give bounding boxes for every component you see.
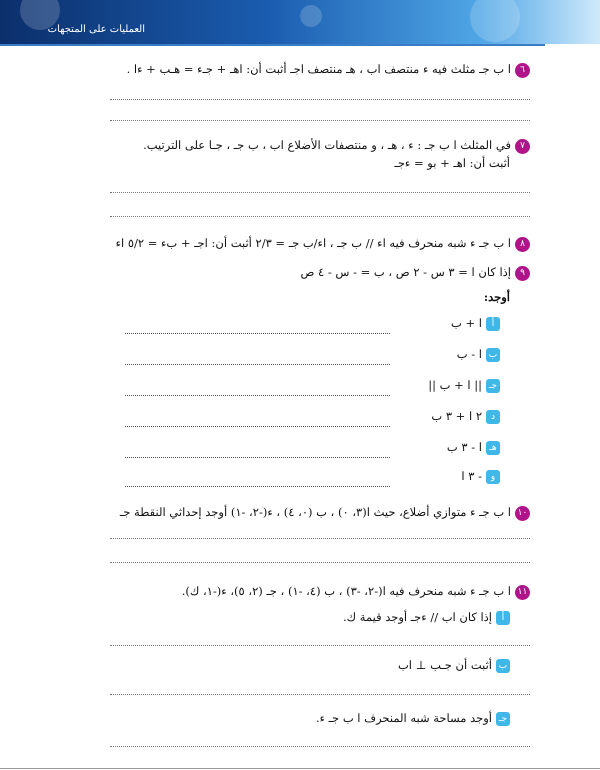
part-label: أ bbox=[486, 317, 500, 331]
part-expression: ٢ ا + ٣ ب bbox=[431, 409, 482, 423]
part-label: جـ bbox=[486, 379, 500, 393]
part-expression: - ٣ ا bbox=[461, 469, 482, 483]
question-9 bbox=[300, 265, 530, 281]
part-label: و bbox=[486, 470, 500, 484]
part-label: أ bbox=[496, 611, 510, 625]
header-rule bbox=[0, 44, 545, 46]
answer-line bbox=[110, 746, 530, 747]
answer-line bbox=[110, 216, 530, 217]
part-text: إذا كان اب // ءجـ أوجد قيمة ك. bbox=[343, 610, 492, 624]
question-number-badge: ٧ bbox=[515, 139, 530, 154]
page-bottom-rule bbox=[0, 768, 600, 769]
question-number-badge: ٩ bbox=[515, 266, 530, 281]
question-8 bbox=[116, 236, 530, 252]
answer-line bbox=[125, 395, 390, 396]
header-title: العمليات على المتجهات bbox=[47, 24, 145, 35]
question-text: ا ب جـ ء شبه منحرف فيه اء // ب جـ ، اء/ب جـ = ٢/٣ أثبت أن: اجـ + بء = ٥/٢ اء bbox=[115, 236, 511, 250]
question-text: إذا كان ا = ٣ س - ٢ ص ، ب = - س - ٤ ص bbox=[300, 265, 511, 279]
answer-line bbox=[110, 99, 530, 100]
answer-line bbox=[125, 426, 390, 427]
part-expression: ا + ب bbox=[451, 316, 482, 330]
decor-bubble bbox=[470, 0, 520, 42]
part-expression: ا - ب bbox=[456, 347, 482, 361]
part-label: ب bbox=[496, 659, 510, 673]
question-text: ا ب جـ مثلث فيه ء منتصف اب ، هـ منتصف اجـ أثبت أن: اهـ + جـء = هـب + ءا . bbox=[126, 62, 511, 76]
part-label: ب bbox=[486, 348, 500, 362]
q11-part-c bbox=[316, 711, 510, 726]
q11-part-b bbox=[398, 658, 510, 673]
part-e bbox=[447, 440, 500, 455]
answer-line bbox=[110, 120, 530, 121]
q11-part-a bbox=[343, 610, 510, 625]
part-expression: || ا + ب || bbox=[428, 378, 482, 392]
part-f bbox=[461, 469, 500, 484]
question-10 bbox=[120, 505, 530, 521]
question-number-badge: ٦ bbox=[515, 63, 530, 78]
answer-line bbox=[125, 364, 390, 365]
answer-line bbox=[125, 486, 390, 487]
header-banner bbox=[0, 0, 600, 44]
answer-line bbox=[125, 333, 390, 334]
part-label: جـ bbox=[496, 712, 510, 726]
part-a bbox=[451, 316, 500, 331]
part-d bbox=[431, 409, 500, 424]
part-label: د bbox=[486, 410, 500, 424]
answer-line bbox=[110, 192, 530, 193]
answer-line bbox=[110, 538, 530, 539]
question-6 bbox=[127, 62, 530, 78]
part-text: أثبت أن جـب ⊥ اب bbox=[397, 658, 492, 672]
part-b bbox=[457, 347, 500, 362]
part-c bbox=[428, 378, 500, 393]
question-number-badge: ٨ bbox=[515, 237, 530, 252]
question-number-badge: ١١ bbox=[515, 585, 530, 600]
answer-line bbox=[110, 645, 530, 646]
answer-line bbox=[110, 562, 530, 563]
answer-line bbox=[125, 457, 390, 458]
part-label: هـ bbox=[486, 441, 500, 455]
question-text: في المثلث ا ب جـ : ء ، هـ ، و منتصفات الأضلاع اب ، ب جـ ، جـا على الترتيب. bbox=[143, 138, 511, 152]
question-number-badge: ١٠ bbox=[515, 506, 530, 521]
decor-bubble bbox=[300, 5, 322, 27]
question-7 bbox=[143, 138, 530, 154]
question-11 bbox=[182, 584, 530, 600]
find-label: أوجد: bbox=[483, 290, 510, 304]
part-text: أوجد مساحة شبه المنحرف ا ب جـ ء. bbox=[315, 711, 492, 725]
question-7-line-2: أثبت أن: اهـ + بو = ءجـ bbox=[394, 156, 510, 170]
question-text: ا ب جـ ء شبه منحرف فيه ا(-٢، -٣) ، ب (٤، -١) ، جـ (٢، ٥)، ء(-١، ك). bbox=[181, 584, 511, 598]
question-text: ا ب جـ ء متوازي أضلاع، حيث ا(٣، ٠) ، ب (٠، ٤) ، ء(-٢، -١) أوجد إحداثي النقطة جـ bbox=[119, 505, 511, 519]
answer-line bbox=[110, 694, 530, 695]
part-expression: ا - ٣ ب bbox=[446, 440, 482, 454]
